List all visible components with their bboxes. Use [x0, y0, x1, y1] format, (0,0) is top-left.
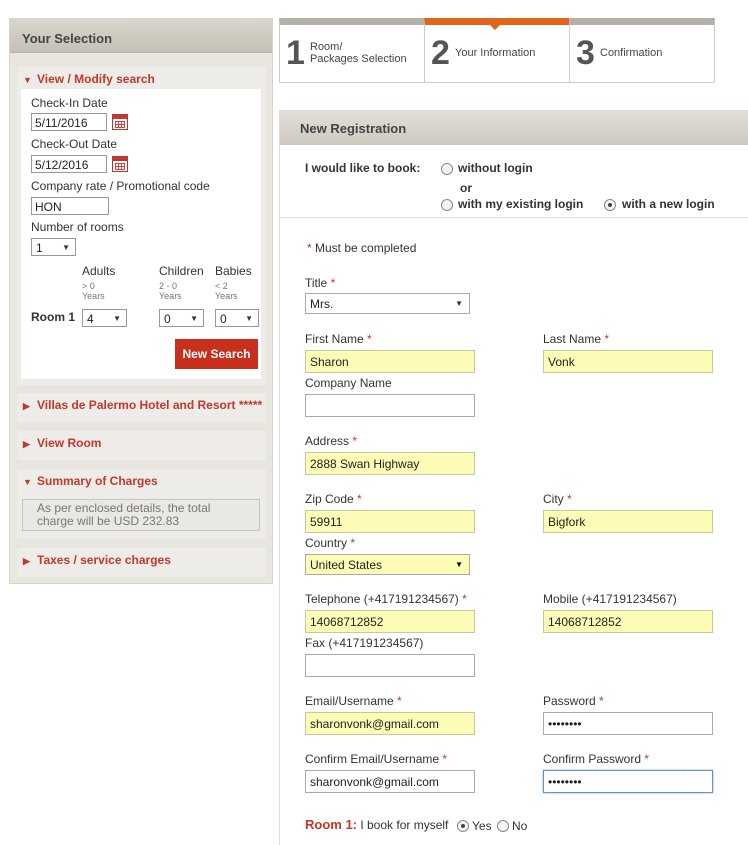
- step-label-line-1: Room/: [310, 41, 343, 53]
- confirm-email-input[interactable]: sharonvonk@gmail.com: [305, 770, 475, 793]
- title-label: [305, 276, 335, 290]
- adults-hint-unit: Years: [82, 291, 105, 301]
- summary-toggle[interactable]: [17, 469, 266, 491]
- book-label: I would like to book:: [305, 161, 421, 175]
- room-booker-row: [305, 817, 448, 832]
- expand-triangle-icon: ▶: [23, 439, 30, 449]
- email-input[interactable]: sharonvonk@gmail.com: [305, 712, 475, 735]
- mobile-label: Mobile (+417191234567): [543, 592, 677, 606]
- book-myself-no-label[interactable]: No: [512, 819, 528, 833]
- address-label: [305, 434, 357, 448]
- summary-text-box: [22, 499, 260, 531]
- confirm-password-input[interactable]: ••••••••: [543, 770, 713, 793]
- required-asterisk: *: [442, 752, 448, 766]
- expand-triangle-icon: ▶: [23, 556, 30, 566]
- hotel-toggle[interactable]: [17, 393, 266, 415]
- password-input[interactable]: ••••••••: [543, 712, 713, 735]
- expand-triangle-icon: ▶: [23, 401, 30, 411]
- promo-label: Company rate / Promotional code: [31, 179, 210, 193]
- required-asterisk: *: [567, 492, 572, 506]
- or-label: or: [460, 181, 472, 195]
- existing-login-radio[interactable]: [441, 199, 453, 211]
- rooms-select[interactable]: [31, 238, 76, 256]
- collapse-triangle-icon: ▼: [23, 477, 32, 487]
- company-input[interactable]: [305, 394, 475, 417]
- city-label-text: City: [543, 492, 564, 506]
- title-select-value: Mrs.: [310, 297, 334, 311]
- chevron-down-icon: ▼: [113, 314, 121, 323]
- rooms-label: Number of rooms: [31, 220, 124, 234]
- summary-line-1: As per enclosed details, the total: [37, 501, 211, 515]
- password-label-text: Password: [543, 694, 596, 708]
- collapse-triangle-icon: ▼: [23, 75, 32, 85]
- mobile-input[interactable]: 14068712852: [543, 610, 713, 633]
- checkout-label: Check-Out Date: [31, 137, 118, 151]
- babies-select[interactable]: [215, 309, 259, 327]
- chevron-down-icon: ▼: [62, 243, 70, 252]
- required-asterisk: *: [644, 752, 650, 766]
- required-asterisk: *: [367, 332, 372, 346]
- current-step-pointer-icon: [490, 25, 500, 30]
- required-asterisk: *: [307, 241, 312, 255]
- hotel-panel[interactable]: [17, 393, 266, 422]
- chevron-down-icon: ▼: [190, 314, 198, 323]
- fax-label: Fax (+417191234567): [305, 636, 424, 650]
- new-search-button[interactable]: New Search: [175, 339, 258, 369]
- babies-label: Babies: [215, 264, 252, 278]
- country-label: [305, 536, 355, 550]
- city-input[interactable]: Bigfork: [543, 510, 713, 533]
- zip-label: [305, 492, 362, 506]
- modify-search-toggle[interactable]: [17, 67, 266, 89]
- title-label-text: Title: [305, 276, 328, 290]
- country-label-text: Country: [305, 536, 348, 550]
- adults-label: Adults: [82, 264, 116, 278]
- confirm-email-label-text: Confirm Email/Username: [305, 752, 440, 766]
- step-label: Confirmation: [600, 47, 663, 59]
- registration-title: New Registration: [280, 110, 748, 145]
- your-selection-sidebar: [9, 18, 273, 584]
- taxes-toggle[interactable]: [17, 548, 266, 570]
- modify-search-title: View / Modify search: [37, 72, 155, 86]
- first-name-input[interactable]: Sharon: [305, 350, 475, 373]
- calendar-icon[interactable]: [112, 156, 128, 172]
- book-myself-yes-label[interactable]: Yes: [472, 819, 492, 833]
- children-label: Children: [159, 264, 204, 278]
- telephone-label: [305, 592, 467, 606]
- email-label: [305, 694, 402, 708]
- step-number: 2: [431, 34, 450, 72]
- address-label-text: Address: [305, 434, 350, 448]
- required-asterisk: *: [357, 492, 362, 506]
- children-hint-unit: Years: [159, 291, 182, 301]
- last-name-label: [543, 332, 609, 346]
- confirm-password-label: [543, 752, 649, 766]
- checkin-input[interactable]: 5/11/2016: [31, 113, 107, 131]
- required-asterisk: *: [462, 592, 467, 606]
- country-select[interactable]: [305, 554, 470, 575]
- step-label-line-2: Packages Selection: [310, 53, 407, 65]
- babies-hint-unit: Years: [215, 291, 238, 301]
- confirm-password-label-text: Confirm Password: [543, 752, 642, 766]
- children-select-value: 0: [164, 312, 171, 326]
- existing-login-label[interactable]: with my existing login: [458, 197, 584, 211]
- without-login-label[interactable]: without login: [458, 161, 533, 175]
- required-note-text: Must be completed: [315, 241, 417, 255]
- telephone-input[interactable]: 14068712852: [305, 610, 475, 633]
- children-hint: 2 - 0: [159, 281, 178, 291]
- first-name-label-text: First Name: [305, 332, 364, 346]
- fax-input[interactable]: [305, 654, 475, 677]
- new-login-label[interactable]: with a new login: [622, 197, 715, 211]
- summary-line-2: charge will be USD 232.83: [37, 514, 180, 528]
- booking-mode-row: [280, 145, 748, 218]
- step-your-information: [424, 18, 570, 83]
- last-name-label-text: Last Name: [543, 332, 602, 346]
- view-room-panel[interactable]: [17, 431, 266, 460]
- children-select[interactable]: [159, 309, 204, 327]
- confirm-email-label: [305, 752, 447, 766]
- city-label: [543, 492, 572, 506]
- summary-panel: [17, 469, 266, 539]
- step-label: Your Information: [455, 47, 536, 59]
- checkin-label: Check-In Date: [31, 96, 108, 110]
- adults-select[interactable]: [82, 309, 127, 327]
- room-1-label: Room 1: [31, 310, 76, 324]
- modify-search-panel: [17, 67, 266, 385]
- without-login-radio[interactable]: [441, 163, 453, 175]
- view-room-title: View Room: [37, 436, 102, 450]
- required-note: [307, 241, 416, 255]
- promo-input[interactable]: HON: [31, 197, 109, 215]
- zip-label-text: Zip Code: [305, 492, 354, 506]
- hotel-title: Villas de Palermo Hotel and Resort *****: [37, 398, 263, 412]
- address-input[interactable]: 2888 Swan Highway: [305, 452, 475, 475]
- email-label-text: Email/Username: [305, 694, 394, 708]
- last-name-input[interactable]: Vonk: [543, 350, 713, 373]
- adults-select-value: 4: [87, 312, 94, 326]
- zip-input[interactable]: 59911: [305, 510, 475, 533]
- password-label: [543, 694, 604, 708]
- checkout-input[interactable]: 5/12/2016: [31, 155, 107, 173]
- babies-select-value: 0: [220, 312, 227, 326]
- taxes-panel[interactable]: [17, 548, 266, 577]
- sidebar-title: Your Selection: [10, 19, 272, 53]
- booking-steps: [279, 18, 715, 84]
- step-number: 1: [286, 34, 305, 72]
- required-asterisk: *: [352, 434, 358, 448]
- required-asterisk: *: [330, 276, 336, 290]
- required-asterisk: *: [397, 694, 402, 708]
- room-1-label: Room 1:: [305, 817, 357, 832]
- chevron-down-icon: ▼: [245, 314, 253, 323]
- rooms-select-value: 1: [36, 241, 43, 255]
- book-myself-no-radio[interactable]: [497, 820, 509, 832]
- step-number: 3: [576, 34, 595, 72]
- required-asterisk: *: [604, 332, 610, 346]
- step-room-selection[interactable]: [279, 18, 425, 83]
- title-select[interactable]: [305, 293, 470, 314]
- babies-hint: < 2: [215, 281, 228, 291]
- view-room-toggle[interactable]: [17, 431, 266, 453]
- taxes-title: Taxes / service charges: [37, 553, 171, 567]
- summary-title: Summary of Charges: [37, 474, 158, 488]
- country-select-value: United States: [310, 558, 383, 572]
- required-asterisk: *: [350, 536, 356, 550]
- chevron-down-icon: ▼: [455, 299, 463, 308]
- modify-search-form: [21, 89, 261, 379]
- step-confirmation: [569, 18, 715, 83]
- room-question: I book for myself: [360, 818, 449, 832]
- required-asterisk: *: [599, 694, 604, 708]
- first-name-label: [305, 332, 372, 346]
- new-login-radio[interactable]: [604, 199, 616, 211]
- adults-hint: > 0: [82, 281, 95, 291]
- company-label: Company Name: [305, 376, 392, 390]
- new-registration-form: [279, 110, 748, 845]
- chevron-down-icon: ▼: [455, 560, 463, 569]
- telephone-label-text: Telephone (+417191234567): [305, 592, 459, 606]
- book-myself-yes-radio[interactable]: [457, 820, 469, 832]
- calendar-icon[interactable]: [112, 114, 128, 130]
